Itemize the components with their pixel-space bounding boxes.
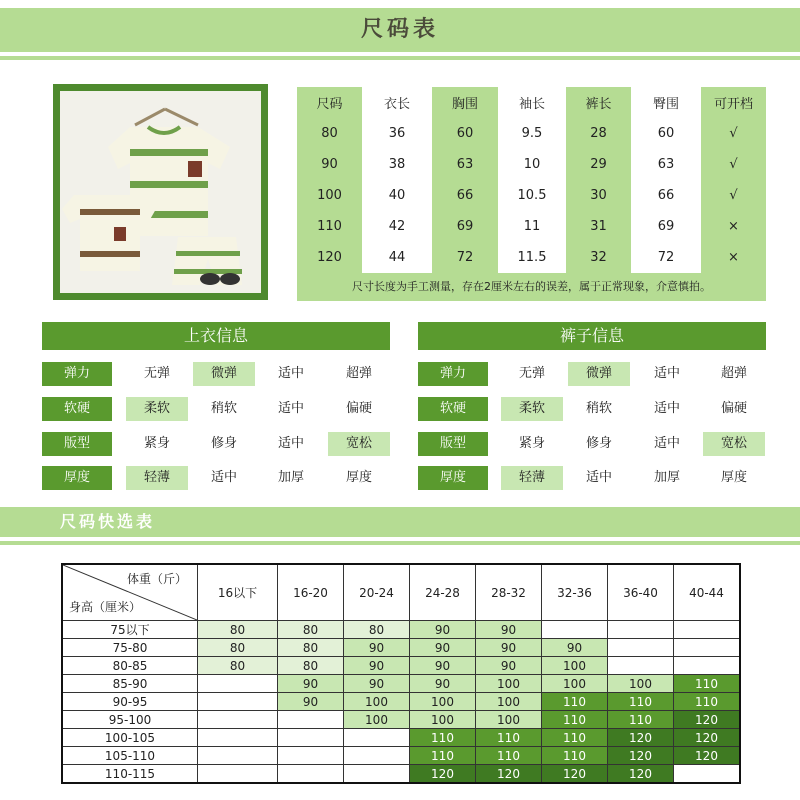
quick-corner-cell	[62, 564, 198, 621]
quick-cell: 100	[608, 675, 674, 693]
quick-select-title: 尺码快选表	[60, 512, 156, 531]
quick-cell: 120	[608, 729, 674, 747]
table-cell: 29	[566, 149, 631, 180]
top-option: 修身	[210, 436, 237, 451]
top-option: 紧身	[143, 436, 170, 451]
top-attr-label: 版型	[42, 432, 112, 456]
quick-cell	[278, 747, 344, 765]
size-table	[297, 87, 766, 273]
pants-attr-label: 版型	[418, 432, 488, 456]
quick-cell: 80	[278, 657, 344, 675]
height-label: 85-90	[62, 675, 198, 693]
quick-cell: 110	[674, 675, 741, 693]
table-cell: 30	[566, 180, 631, 211]
quick-cell: 110	[608, 693, 674, 711]
table-cell: 40	[388, 188, 406, 203]
top-option: 厚度	[345, 470, 372, 485]
quick-cell	[674, 621, 741, 639]
table-cell: 63	[432, 149, 498, 180]
top-option: 稍软	[210, 401, 237, 416]
quick-cell	[278, 729, 344, 747]
corner-height-label: 身高（厘米）	[69, 600, 142, 614]
quick-cell: 100	[344, 693, 410, 711]
quick-cell: 120	[608, 765, 674, 784]
pants-option: 适中	[653, 401, 680, 416]
title-underline	[0, 56, 800, 60]
quick-cell	[344, 729, 410, 747]
quick-row	[62, 621, 740, 639]
header-cell: 衣长	[383, 97, 410, 112]
top-option-selected: 宽松	[328, 432, 390, 456]
table-cell: ×	[701, 211, 766, 242]
table-cell: 32	[566, 242, 631, 273]
quick-cell: 110	[476, 729, 542, 747]
quick-cell: 90	[278, 675, 344, 693]
pants-option: 无弹	[518, 366, 545, 381]
quick-cell	[278, 711, 344, 729]
table-cell: 10.5	[517, 188, 547, 203]
quick-cell: 100	[476, 711, 542, 729]
quick-cell	[344, 747, 410, 765]
table-cell: 28	[566, 118, 631, 149]
quick-cell: 90	[476, 621, 542, 639]
pants-option: 修身	[585, 436, 612, 451]
table-row	[297, 180, 766, 211]
height-label: 95-100	[62, 711, 198, 729]
weight-header: 24-28	[410, 564, 476, 621]
height-label: 75以下	[62, 621, 198, 639]
quick-cell	[198, 711, 278, 729]
height-label: 75-80	[62, 639, 198, 657]
quick-cell: 110	[542, 693, 608, 711]
quick-cell: 110	[410, 747, 476, 765]
top-option: 无弹	[143, 366, 170, 381]
quick-cell: 120	[476, 765, 542, 784]
quick-cell	[198, 675, 278, 693]
size-cell: 100	[297, 180, 362, 211]
quick-cell: 110	[542, 729, 608, 747]
quick-cell: 90	[344, 639, 410, 657]
top-option: 适中	[277, 366, 304, 381]
top-attr-label: 软硬	[42, 397, 112, 421]
table-cell: 63	[657, 157, 675, 172]
top-option: 适中	[277, 401, 304, 416]
quick-cell: 110	[542, 711, 608, 729]
table-cell: √	[701, 118, 766, 149]
quick-cell: 90	[410, 657, 476, 675]
top-option: 加厚	[277, 470, 304, 485]
quick-cell	[198, 747, 278, 765]
quick-cell	[542, 621, 608, 639]
top-attr-label: 弹力	[42, 362, 112, 386]
table-cell: 66	[432, 180, 498, 211]
pants-attr-label: 弹力	[418, 362, 488, 386]
top-info-title: 上衣信息	[42, 322, 390, 350]
size-cell: 90	[297, 149, 362, 180]
quick-row	[62, 747, 740, 765]
quick-cell: 120	[674, 747, 741, 765]
quick-cell: 100	[344, 711, 410, 729]
pants-option: 稍软	[585, 401, 612, 416]
quick-cell: 110	[476, 747, 542, 765]
quick-cell	[198, 765, 278, 784]
table-cell: 69	[432, 211, 498, 242]
top-option-selected: 轻薄	[126, 466, 188, 490]
quick-cell	[674, 657, 741, 675]
header-cell: 可开档	[701, 87, 766, 118]
header-cell: 胸围	[432, 87, 498, 118]
table-cell: 38	[388, 157, 406, 172]
quick-cell: 80	[198, 639, 278, 657]
table-cell: 9.5	[521, 126, 543, 141]
quick-cell: 90	[344, 657, 410, 675]
height-label: 105-110	[62, 747, 198, 765]
quick-cell: 90	[410, 621, 476, 639]
quick-row	[62, 675, 740, 693]
quick-cell: 100	[542, 675, 608, 693]
header-cell: 臀围	[652, 97, 679, 112]
quick-cell: 80	[198, 657, 278, 675]
pants-option: 适中	[653, 366, 680, 381]
quick-cell	[198, 729, 278, 747]
top-option: 适中	[210, 470, 237, 485]
table-cell: ×	[701, 242, 766, 273]
quick-row	[62, 711, 740, 729]
table-row	[297, 211, 766, 242]
top-option: 超弹	[345, 366, 372, 381]
quick-cell: 100	[410, 693, 476, 711]
pants-option-selected: 柔软	[501, 397, 563, 421]
table-cell: √	[701, 180, 766, 211]
quick-cell: 80	[344, 621, 410, 639]
pants-option: 加厚	[653, 470, 680, 485]
quick-cell: 120	[674, 729, 741, 747]
header-cell: 尺码	[297, 87, 362, 118]
quick-cell: 120	[674, 711, 741, 729]
quick-cell: 80	[278, 621, 344, 639]
table-cell: 11	[523, 219, 541, 234]
quick-cell	[344, 765, 410, 784]
quick-cell	[608, 639, 674, 657]
top-attr-label: 厚度	[42, 466, 112, 490]
quick-cell: 100	[476, 675, 542, 693]
pants-option: 厚度	[720, 470, 747, 485]
table-row	[297, 149, 766, 180]
weight-header: 20-24	[344, 564, 410, 621]
quick-row	[62, 729, 740, 747]
quick-header-row	[62, 564, 740, 621]
weight-header: 32-36	[542, 564, 608, 621]
quick-cell: 120	[410, 765, 476, 784]
top-option-selected: 柔软	[126, 397, 188, 421]
weight-header: 16-20	[278, 564, 344, 621]
table-cell: 42	[388, 219, 406, 234]
table-cell: 66	[657, 188, 675, 203]
quick-cell: 110	[542, 747, 608, 765]
table-cell: 72	[657, 250, 675, 265]
page-title: 尺码表	[360, 17, 439, 42]
pants-option-selected: 宽松	[703, 432, 765, 456]
table-cell: 44	[388, 250, 406, 265]
size-table-header-row	[297, 87, 766, 118]
pants-option: 超弹	[720, 366, 747, 381]
corner-weight-label: 体重（斤）	[126, 572, 187, 586]
quick-cell: 100	[410, 711, 476, 729]
pants-attr-label: 厚度	[418, 466, 488, 490]
quick-row	[62, 639, 740, 657]
quick-cell: 100	[542, 657, 608, 675]
pants-option: 紧身	[518, 436, 545, 451]
weight-header: 40-44	[674, 564, 741, 621]
product-illustration	[60, 91, 261, 293]
quick-cell: 110	[674, 693, 741, 711]
pants-option: 适中	[653, 436, 680, 451]
pants-option: 适中	[585, 470, 612, 485]
header-cell: 裤长	[566, 87, 631, 118]
weight-header: 36-40	[608, 564, 674, 621]
pants-info-title: 裤子信息	[418, 322, 766, 350]
quick-row	[62, 693, 740, 711]
pants-option-selected: 轻薄	[501, 466, 563, 490]
quick-cell: 110	[608, 711, 674, 729]
table-cell: 11.5	[517, 250, 547, 265]
table-cell: 10	[523, 157, 541, 172]
quick-cell: 90	[410, 675, 476, 693]
header-cell: 袖长	[518, 97, 545, 112]
quick-cell	[674, 765, 741, 784]
size-cell: 80	[297, 118, 362, 149]
size-cell: 120	[297, 242, 362, 273]
quick-cell: 90	[476, 657, 542, 675]
quick-cell: 90	[344, 675, 410, 693]
quick-cell: 80	[198, 621, 278, 639]
height-label: 110-115	[62, 765, 198, 784]
measurement-note: 尺寸长度为手工测量，存在2厘米左右的误差，属于正常现象，介意慎拍。	[297, 273, 766, 301]
quick-cell: 90	[410, 639, 476, 657]
table-cell: 31	[566, 211, 631, 242]
pants-attr-label: 软硬	[418, 397, 488, 421]
height-label: 100-105	[62, 729, 198, 747]
quick-cell: 90	[278, 693, 344, 711]
quick-cell	[278, 765, 344, 784]
quick-select-table	[61, 563, 741, 784]
quick-cell: 100	[476, 693, 542, 711]
table-cell: 60	[657, 126, 675, 141]
weight-header: 28-32	[476, 564, 542, 621]
table-row	[297, 118, 766, 149]
table-cell: 36	[388, 126, 406, 141]
quick-row	[62, 657, 740, 675]
size-cell: 110	[297, 211, 362, 242]
table-cell: 72	[432, 242, 498, 273]
quick-select-underline	[0, 541, 800, 545]
quick-cell: 120	[542, 765, 608, 784]
table-cell: 60	[432, 118, 498, 149]
product-photo	[53, 84, 268, 300]
quick-cell	[608, 621, 674, 639]
height-label: 80-85	[62, 657, 198, 675]
quick-row	[62, 765, 740, 784]
quick-cell: 80	[278, 639, 344, 657]
quick-cell	[674, 639, 741, 657]
quick-cell: 90	[476, 639, 542, 657]
top-option: 适中	[277, 436, 304, 451]
quick-cell	[198, 693, 278, 711]
table-row	[297, 242, 766, 273]
top-option: 偏硬	[345, 401, 372, 416]
pants-option-selected: 微弹	[568, 362, 630, 386]
weight-header: 16以下	[198, 564, 278, 621]
height-label: 90-95	[62, 693, 198, 711]
top-option-selected: 微弹	[193, 362, 255, 386]
table-cell: √	[701, 149, 766, 180]
quick-cell: 90	[542, 639, 608, 657]
table-cell: 69	[657, 219, 675, 234]
quick-cell	[608, 657, 674, 675]
pants-option: 偏硬	[720, 401, 747, 416]
quick-cell: 110	[410, 729, 476, 747]
quick-cell: 120	[608, 747, 674, 765]
